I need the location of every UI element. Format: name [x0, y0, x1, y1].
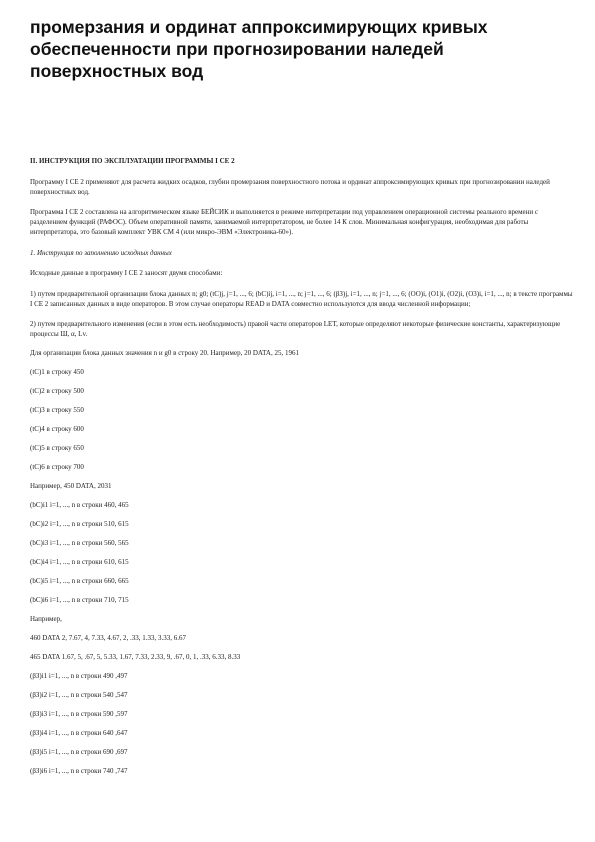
text-line: (βЗ)i4 i=1, ..., n в строки 640 ,647 — [30, 729, 128, 737]
text-line: (βЗ)i1 i=1, ..., n в строки 490 ,497 — [30, 672, 128, 680]
subsection-heading: 1. Инструкция по заполнению исходных данных — [30, 248, 172, 257]
text-line: (bC)i3 i=1, ..., n в строки 560, 565 — [30, 539, 129, 547]
paragraph-purpose: Программу I CE 2 применяют для расчета жидких осадков, глубин промерзания поверхностного потока и ординат аппроксимирующих кривых при прогнозировании наледей поверхностных вод. — [30, 177, 550, 196]
text-line: (bC)i6 i=1, ..., n в строки 710, 715 — [30, 596, 129, 604]
paragraph-intro: Исходные данные в программу I CE 2 заносят двумя способами: — [30, 269, 223, 277]
text-line: (βЗ)i6 i=1, ..., n в строки 740 ,747 — [30, 767, 128, 775]
text-line: (bC)i5 i=1, ..., n в строки 660, 665 — [30, 577, 129, 585]
text-line: Для организации блока данных значения n и g0 в строку 20. Например, 20 DATA, 25, 1961 — [30, 349, 299, 357]
text-line: (βЗ)i3 i=1, ..., n в строки 590 ,597 — [30, 710, 128, 718]
document-body — [30, 156, 575, 776]
text-line: (bC)i1 i=1, ..., n в строки 460, 465 — [30, 501, 129, 509]
text-line: 460 DATA 2, 7.67, 4, 7.33, 4.67, 2, .33, 1.33, 3.33, 6.67 — [30, 634, 186, 642]
text-line: (tC)2 в строку 500 — [30, 387, 84, 395]
text-line: Например, — [30, 615, 62, 623]
text-line: (tC)6 в строку 700 — [30, 463, 84, 471]
paragraph-method-2: 2) путем предварительного изменения (если в этом есть необходимость) правой части операторов LET, которые определяют некоторые физические константы, характеризующие процессы Ш, α, Lv. — [30, 320, 561, 338]
section-heading: II. ИНСТРУКЦИЯ ПО ЭКСПЛУАТАЦИИ ПРОГРАММЫ I CE 2 — [30, 157, 235, 165]
text-line: (tC)1 в строку 450 — [30, 368, 84, 376]
text-line: (bC)i2 i=1, ..., n в строки 510, 615 — [30, 520, 129, 528]
text-line: (tC)4 в строку 600 — [30, 425, 84, 433]
text-line: (bC)i4 i=1, ..., n в строки 610, 615 — [30, 558, 129, 566]
text-line: (tC)5 в строку 650 — [30, 444, 84, 452]
text-line: (βЗ)i2 i=1, ..., n в строки 540 ,547 — [30, 691, 128, 699]
text-line: Например, 450 DATA, 2031 — [30, 482, 112, 490]
page-title: промерзания и ординат аппроксимирующих кривых обеспеченности при прогнозировании наледей поверхностных вод — [30, 17, 488, 81]
paragraph-method-1: 1) путем предварительной организации блока данных n; g0; (tC)j, j=1, ..., 6; (bC)ij, i=1, ..., n; j=1, ..., 6; (βЗ)j, i=1, ..., n; j=1, ..., 6; (OO)i, (O1)i, (O2)i, (O3)i, i=1, ..., n; в тексте программы I CE 2 записанных данных в виде операторов. В этом случае операторы READ и DATA совместно используются для ввода численной информации; — [30, 289, 573, 308]
text-line: (tC)3 в строку 550 — [30, 406, 84, 414]
text-line: 465 DATA 1.67, 5, .67, 5, 5.33, 1.67, 7.33, 2.33, 9, .67, 0, 1, .33, 6.33, 8.33 — [30, 653, 241, 661]
paragraph-language: Программа I CE 2 составлена на алгоритмическом языке БЕЙСИК и выполняется в режиме интерпретации под управлением операционной системы реального времени с разделением функций (РАФОС). Объем оперативной памяти, занимаемой интерпретатором, не более 14 К слов. Минимальная конфигурация, необходимая для работы интерпретатора, это базовый комплект УВК СМ 4 (или микро-ЭВМ «Электроника-60»). — [30, 208, 539, 236]
text-line: (βЗ)i5 i=1, ..., n в строки 690 ,697 — [30, 748, 128, 756]
